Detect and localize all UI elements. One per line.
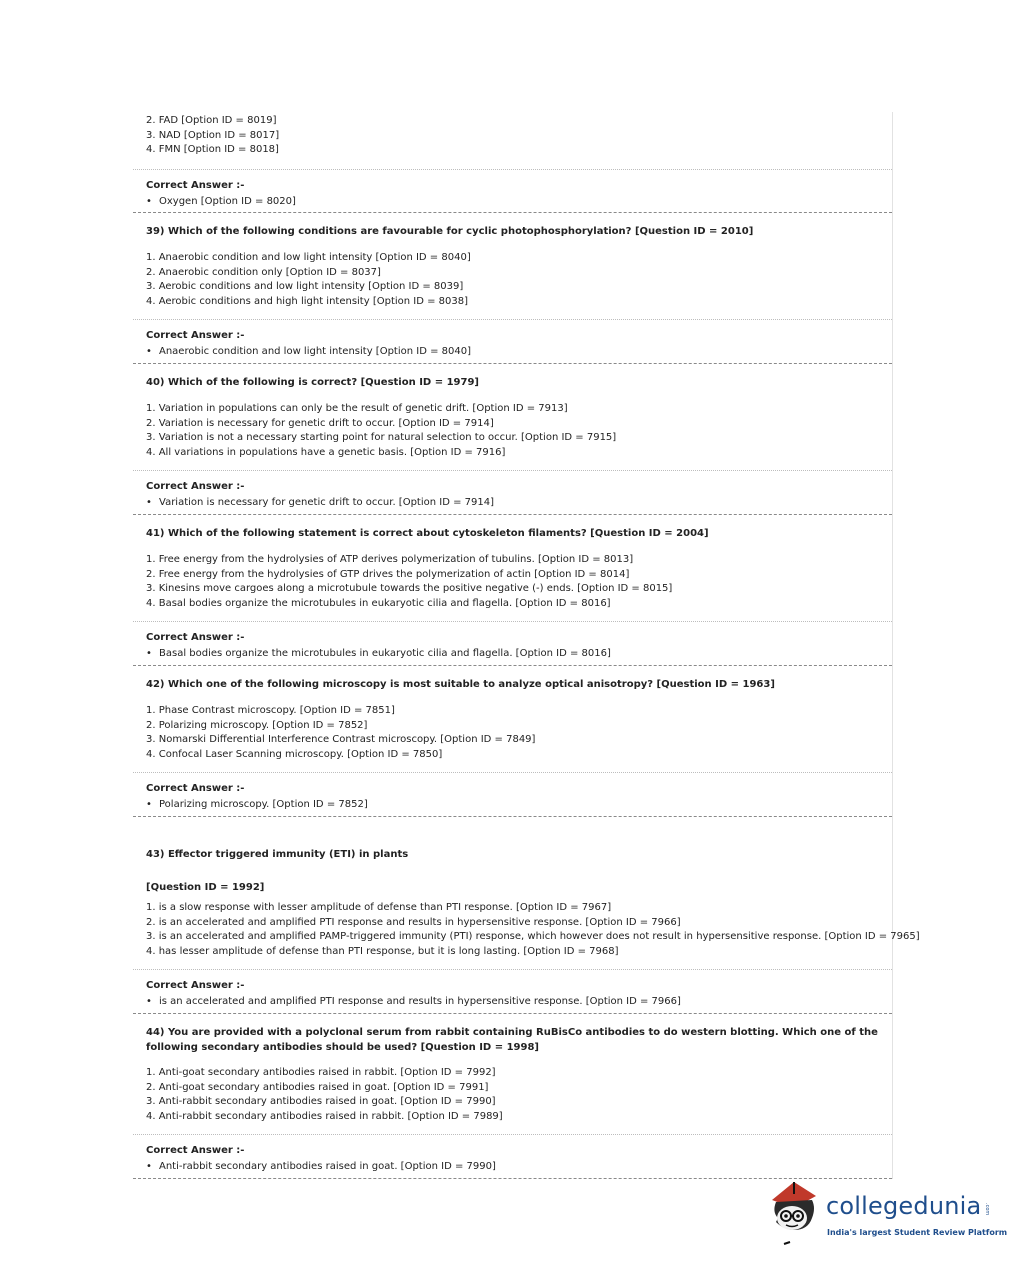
question-document	[133, 112, 920, 1179]
correct-answer	[146, 496, 879, 511]
option-item: 1. Anaerobic condition and low light intensity [Option ID = 8040]	[146, 252, 471, 263]
question-title: 39) Which of the following conditions are favourable for cyclic photophosphorylation? [Question ID = 2010]	[146, 225, 754, 237]
question-43	[133, 817, 920, 1014]
correct-answer-label: Correct Answer :-	[146, 180, 245, 191]
correct-answer-label: Correct Answer :-	[146, 632, 245, 643]
option-item: 3. NAD [Option ID = 8017]	[146, 129, 280, 141]
correct-answer	[146, 798, 879, 813]
option-item: 4. All variations in populations have a genetic basis. [Option ID = 7916]	[146, 446, 506, 458]
option-item: 4. Aerobic conditions and high light intensity [Option ID = 8038]	[146, 295, 469, 307]
bullet-icon: •	[146, 497, 152, 508]
bullet-icon: •	[146, 996, 152, 1007]
correct-answer-text: Polarizing microscopy. [Option ID = 7852]	[159, 799, 368, 810]
option-item: 2. Anti-goat secondary antibodies raised in goat. [Option ID = 7991]	[146, 1081, 489, 1093]
logo-suffix: .com	[984, 1203, 990, 1216]
options-list	[133, 1066, 892, 1134]
answer-section	[133, 772, 892, 816]
option-item: 1. Anti-goat secondary antibodies raised in rabbit. [Option ID = 7992]	[146, 1067, 496, 1078]
question-42	[133, 666, 892, 817]
option-item: 2. Polarizing microscopy. [Option ID = 7852]	[146, 719, 368, 731]
bullet-icon: •	[146, 196, 152, 207]
bullet-icon: •	[146, 1161, 152, 1172]
option-item: 3. Nomarski Differential Interference Contrast microscopy. [Option ID = 7849]	[146, 734, 536, 746]
bullet-icon: •	[146, 799, 152, 810]
correct-answer-text: Oxygen [Option ID = 8020]	[159, 196, 296, 207]
options-list	[133, 704, 892, 772]
option-item: 2. Anaerobic condition only [Option ID = 8037]	[146, 266, 381, 278]
options-list	[133, 553, 892, 621]
correct-answer	[146, 995, 879, 1010]
question-40	[133, 364, 892, 515]
logo-tagline: India's largest Student Review Platform	[827, 1228, 1008, 1237]
question-id: [Question ID = 1992]	[146, 881, 265, 893]
correct-answer-text: Anaerobic condition and low light intensity [Option ID = 8040]	[159, 346, 471, 357]
option-item: 2. Free energy from the hydrolysies of GTP drives the polymerization of actin [Option ID = 8014]	[146, 568, 630, 580]
correct-answer	[146, 647, 879, 662]
question-title: 43) Effector triggered immunity (ETI) in plants	[146, 848, 409, 860]
option-item: 1. Free energy from the hydrolysies of ATP derives polymerization of tubulins. [Option ID = 8013]	[146, 554, 634, 565]
collegedunia-logo	[764, 1178, 1008, 1248]
option-item: 3. is an accelerated and amplified PAMP-triggered immunity (PTI) response, which however does not result in hypersensitive response. [Option ID = 7965]	[146, 931, 920, 943]
question-44	[133, 1014, 892, 1179]
answer-section	[133, 470, 892, 514]
option-item: 2. Variation is necessary for genetic drift to occur. [Option ID = 7914]	[146, 417, 494, 429]
option-item: 1. Variation in populations can only be the result of genetic drift. [Option ID = 7913]	[146, 403, 568, 414]
bullet-icon: •	[146, 648, 152, 659]
question-title: 40) Which of the following is correct? [Question ID = 1979]	[146, 376, 479, 388]
option-item: 4. has lesser amplitude of defense than PTI response, but it is long lasting. [Option ID = 7968]	[146, 945, 619, 957]
option-item: 1. is a slow response with lesser amplitude of defense than PTI response. [Option ID = 7967]	[146, 902, 612, 913]
option-item: 4. Anti-rabbit secondary antibodies raised in rabbit. [Option ID = 7989]	[146, 1110, 503, 1122]
correct-answer-label: Correct Answer :-	[146, 1145, 245, 1156]
previous-question-options	[133, 112, 892, 170]
option-item: 3. Anti-rabbit secondary antibodies raised in goat. [Option ID = 7990]	[146, 1096, 496, 1108]
correct-answer	[146, 1160, 879, 1175]
answer-section	[133, 319, 892, 363]
correct-answer	[146, 195, 879, 210]
previous-question-answer	[133, 170, 892, 213]
question-title-line: 44) You are provided with a polyclonal serum from rabbit containing RuBisCo antibodies to do western blotting. Which one of the	[146, 1027, 878, 1038]
option-item: 3. Variation is not a necessary starting point for natural selection to occur. [Option ID = 7915]	[146, 432, 617, 444]
option-item: 2. FAD [Option ID = 8019]	[146, 115, 277, 126]
correct-answer-text: Anti-rabbit secondary antibodies raised in goat. [Option ID = 7990]	[159, 1161, 496, 1172]
question-39	[133, 213, 892, 364]
correct-answer	[146, 345, 879, 360]
option-item: 4. Basal bodies organize the microtubules in eukaryotic cilia and flagella. [Option ID = 8016]	[146, 597, 611, 609]
correct-answer-text: Basal bodies organize the microtubules in eukaryotic cilia and flagella. [Option ID = 8016]	[159, 648, 611, 659]
question-title: 41) Which of the following statement is correct about cytoskeleton filaments? [Question ID = 2004]	[146, 527, 709, 539]
option-item: 2. is an accelerated and amplified PTI response and results in hypersensitive response. [Option ID = 7966]	[146, 916, 681, 928]
options-list	[133, 251, 892, 319]
correct-answer-label: Correct Answer :-	[146, 980, 245, 991]
correct-answer-label: Correct Answer :-	[146, 330, 245, 341]
correct-answer-text: Variation is necessary for genetic drift to occur. [Option ID = 7914]	[159, 497, 494, 508]
question-41	[133, 515, 892, 666]
answer-section	[133, 621, 892, 665]
correct-answer-text: is an accelerated and amplified PTI response and results in hypersensitive response. [Option ID = 7966]	[159, 996, 681, 1007]
bullet-icon: •	[146, 346, 152, 357]
options-list	[133, 901, 920, 969]
option-item: 4. Confocal Laser Scanning microscopy. [Option ID = 7850]	[146, 748, 443, 760]
answer-section	[133, 969, 892, 1013]
logo-name: collegedunia	[826, 1192, 982, 1220]
answer-section	[133, 1134, 892, 1178]
option-item: 3. Kinesins move cargoes along a microtubule towards the positive negative (-) ends. [Option ID = 8015]	[146, 583, 673, 595]
option-item: 4. FMN [Option ID = 8018]	[146, 144, 279, 156]
option-item: 1. Phase Contrast microscopy. [Option ID = 7851]	[146, 705, 395, 716]
question-title-line: following secondary antibodies should be used? [Question ID = 1998]	[146, 1041, 539, 1053]
student-mascot-icon	[764, 1178, 824, 1248]
question-title: 42) Which one of the following microscopy is most suitable to analyze optical anisotropy? [Question ID = 1963]	[146, 678, 775, 690]
options-list	[133, 402, 892, 470]
option-item: 3. Aerobic conditions and low light intensity [Option ID = 8039]	[146, 281, 464, 293]
correct-answer-label: Correct Answer :-	[146, 783, 245, 794]
correct-answer-label: Correct Answer :-	[146, 481, 245, 492]
question-title	[133, 1014, 892, 1066]
